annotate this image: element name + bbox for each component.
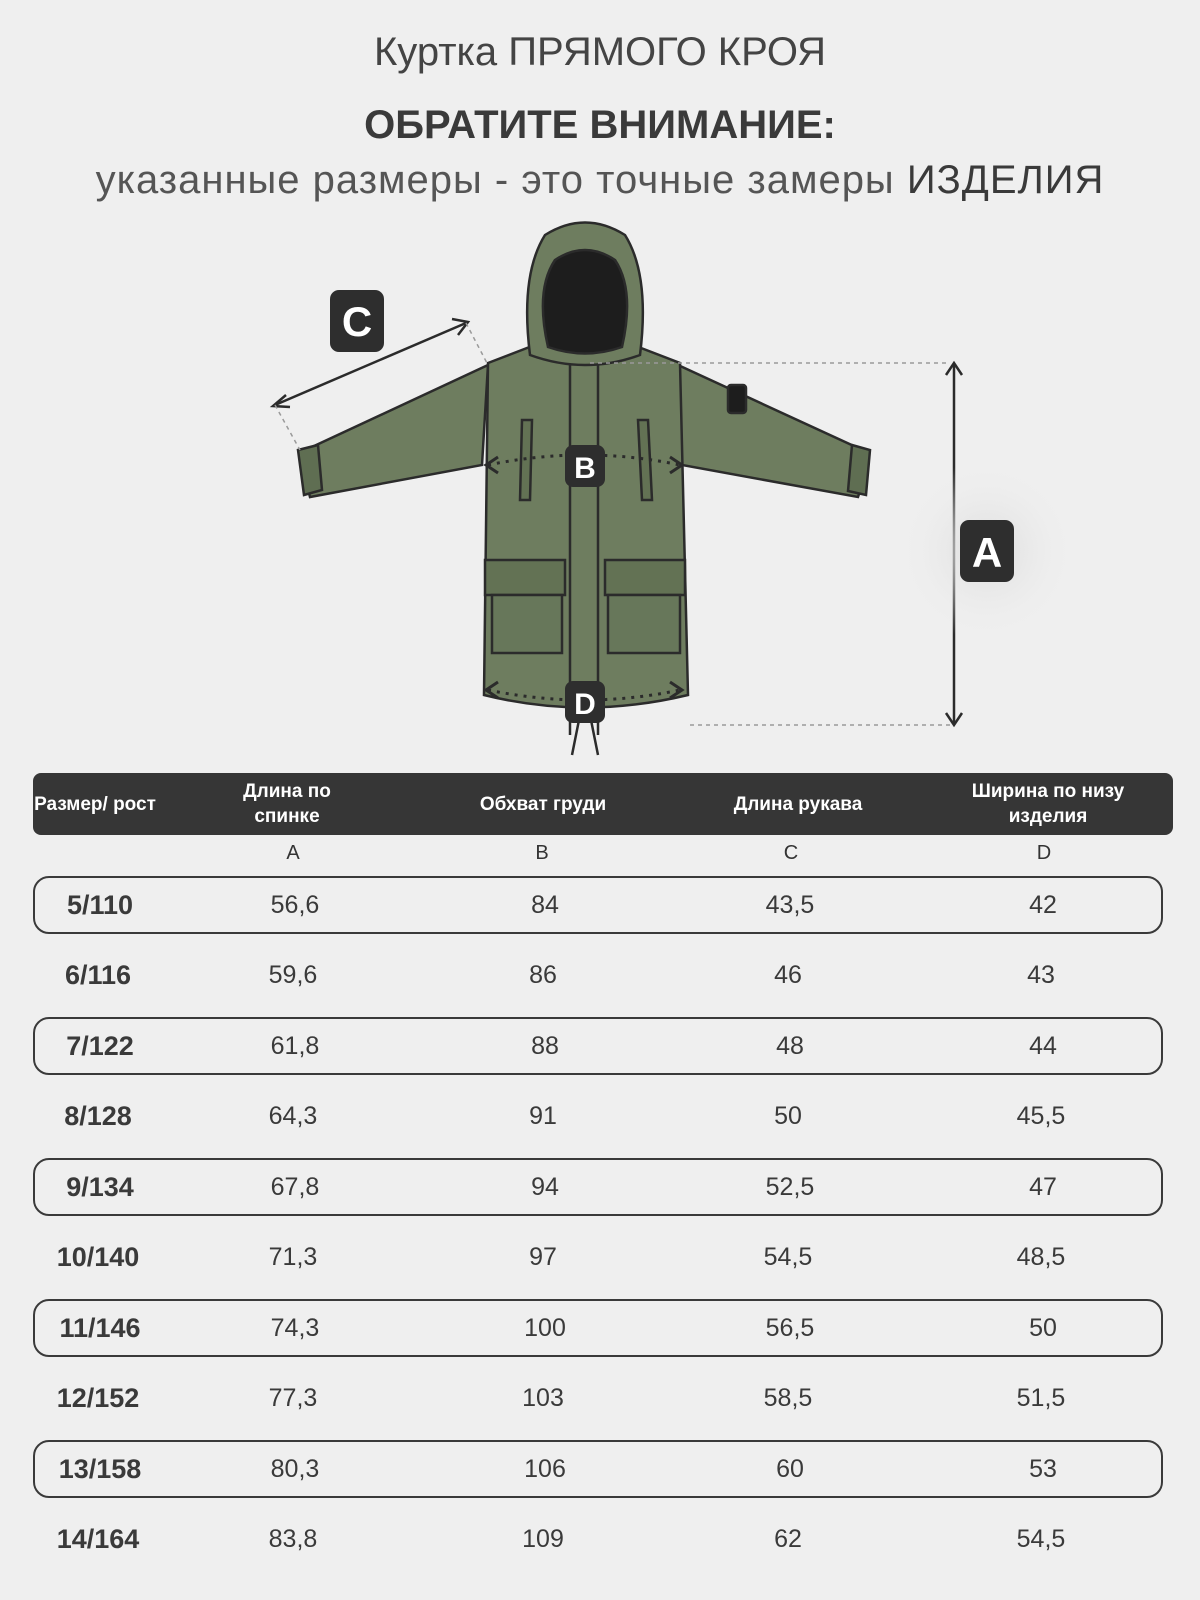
letter-d: D	[1036, 842, 1052, 864]
cell-size: 6/116	[64, 960, 132, 990]
cell-back-length: 64,3	[268, 1102, 318, 1130]
cell-back-length: 59,6	[268, 961, 318, 989]
cell-sleeve: 62	[774, 1525, 802, 1553]
jacket-diagram	[0, 215, 1200, 780]
cell-size: 14/164	[56, 1524, 140, 1554]
table-row	[33, 1440, 1163, 1498]
cell-size: 13/158	[58, 1453, 142, 1484]
cell-sleeve: 54,5	[763, 1243, 813, 1271]
cell-chest: 91	[529, 1102, 557, 1130]
table-row	[33, 876, 1163, 934]
notice-strong: ИЗДЕЛИЯ	[906, 158, 1105, 202]
marker-d-label: D	[574, 688, 596, 721]
cell-chest: 106	[524, 1454, 566, 1483]
cell-back-length: 77,3	[268, 1384, 318, 1412]
cell-hem-width: 51,5	[1016, 1384, 1066, 1412]
header-chest: Обхват груди	[479, 793, 607, 815]
cell-back-length: 61,8	[270, 1031, 320, 1060]
cell-sleeve: 48	[776, 1031, 804, 1060]
cell-size: 8/128	[64, 1101, 132, 1131]
header-back-length: Длина по спинке	[243, 781, 331, 827]
cell-back-length: 71,3	[268, 1243, 318, 1271]
cell-size: 5/110	[66, 889, 134, 920]
cell-chest: 100	[524, 1313, 566, 1342]
cell-hem-width: 45,5	[1016, 1102, 1066, 1130]
table-row	[33, 1229, 1163, 1287]
table-row	[33, 1511, 1163, 1569]
cell-chest: 88	[531, 1031, 559, 1060]
notice-light: указанные размеры - это точные замеры	[95, 158, 895, 202]
table-row	[33, 1299, 1163, 1357]
header-hem-width: Ширина по низу изделия	[971, 781, 1125, 827]
marker-a-label: A	[971, 529, 1003, 576]
table-row	[33, 1017, 1163, 1075]
page-title	[0, 30, 1200, 75]
cell-hem-width: 53	[1029, 1454, 1057, 1483]
notice-heading: ОБРАТИТЕ ВНИМАНИЕ:	[364, 103, 836, 147]
cell-chest: 86	[529, 961, 557, 989]
cell-sleeve: 46	[774, 961, 802, 989]
cell-chest: 94	[531, 1172, 559, 1201]
cell-size: 7/122	[66, 1030, 134, 1061]
cell-chest: 103	[522, 1384, 564, 1412]
cell-sleeve: 50	[774, 1102, 802, 1130]
cell-sleeve: 56,5	[765, 1313, 815, 1342]
cell-size: 11/146	[59, 1312, 141, 1343]
letter-a: A	[286, 842, 300, 864]
cell-size: 10/140	[56, 1242, 140, 1272]
cell-hem-width: 50	[1029, 1313, 1057, 1342]
notice-text	[0, 158, 1200, 203]
cell-hem-width: 43	[1027, 961, 1055, 989]
title-strong: ПРЯМОГО КРОЯ	[508, 30, 827, 74]
table-row	[33, 947, 1163, 1005]
header-size: Размер/ рост	[34, 793, 156, 815]
cell-back-length: 83,8	[268, 1525, 318, 1553]
cell-hem-width: 48,5	[1016, 1243, 1066, 1271]
cell-sleeve: 60	[776, 1454, 804, 1483]
cell-size: 9/134	[66, 1171, 134, 1202]
cell-chest: 109	[522, 1525, 564, 1553]
cell-hem-width: 54,5	[1016, 1525, 1066, 1553]
table-row	[33, 1088, 1163, 1146]
cell-size: 12/152	[56, 1383, 140, 1413]
cell-hem-width: 42	[1029, 890, 1057, 919]
title-light: Куртка	[373, 30, 498, 74]
cell-back-length: 80,3	[270, 1454, 320, 1483]
cell-sleeve: 52,5	[765, 1172, 815, 1201]
cell-back-length: 56,6	[270, 890, 320, 919]
letter-c: C	[783, 842, 799, 864]
cell-sleeve: 43,5	[765, 890, 815, 919]
marker-b-label: B	[574, 452, 596, 485]
cell-chest: 84	[531, 890, 559, 919]
letter-b: B	[535, 842, 549, 864]
cell-hem-width: 47	[1029, 1172, 1057, 1201]
table-row	[33, 1370, 1163, 1428]
marker-c-label: C	[341, 298, 373, 345]
cell-hem-width: 44	[1029, 1031, 1057, 1060]
table-header	[33, 773, 1173, 835]
table-row	[33, 1158, 1163, 1216]
cell-chest: 97	[529, 1243, 557, 1271]
cell-back-length: 67,8	[270, 1172, 320, 1201]
cell-back-length: 74,3	[270, 1313, 320, 1342]
cell-sleeve: 58,5	[763, 1384, 813, 1412]
header-sleeve: Длина рукава	[733, 793, 863, 815]
